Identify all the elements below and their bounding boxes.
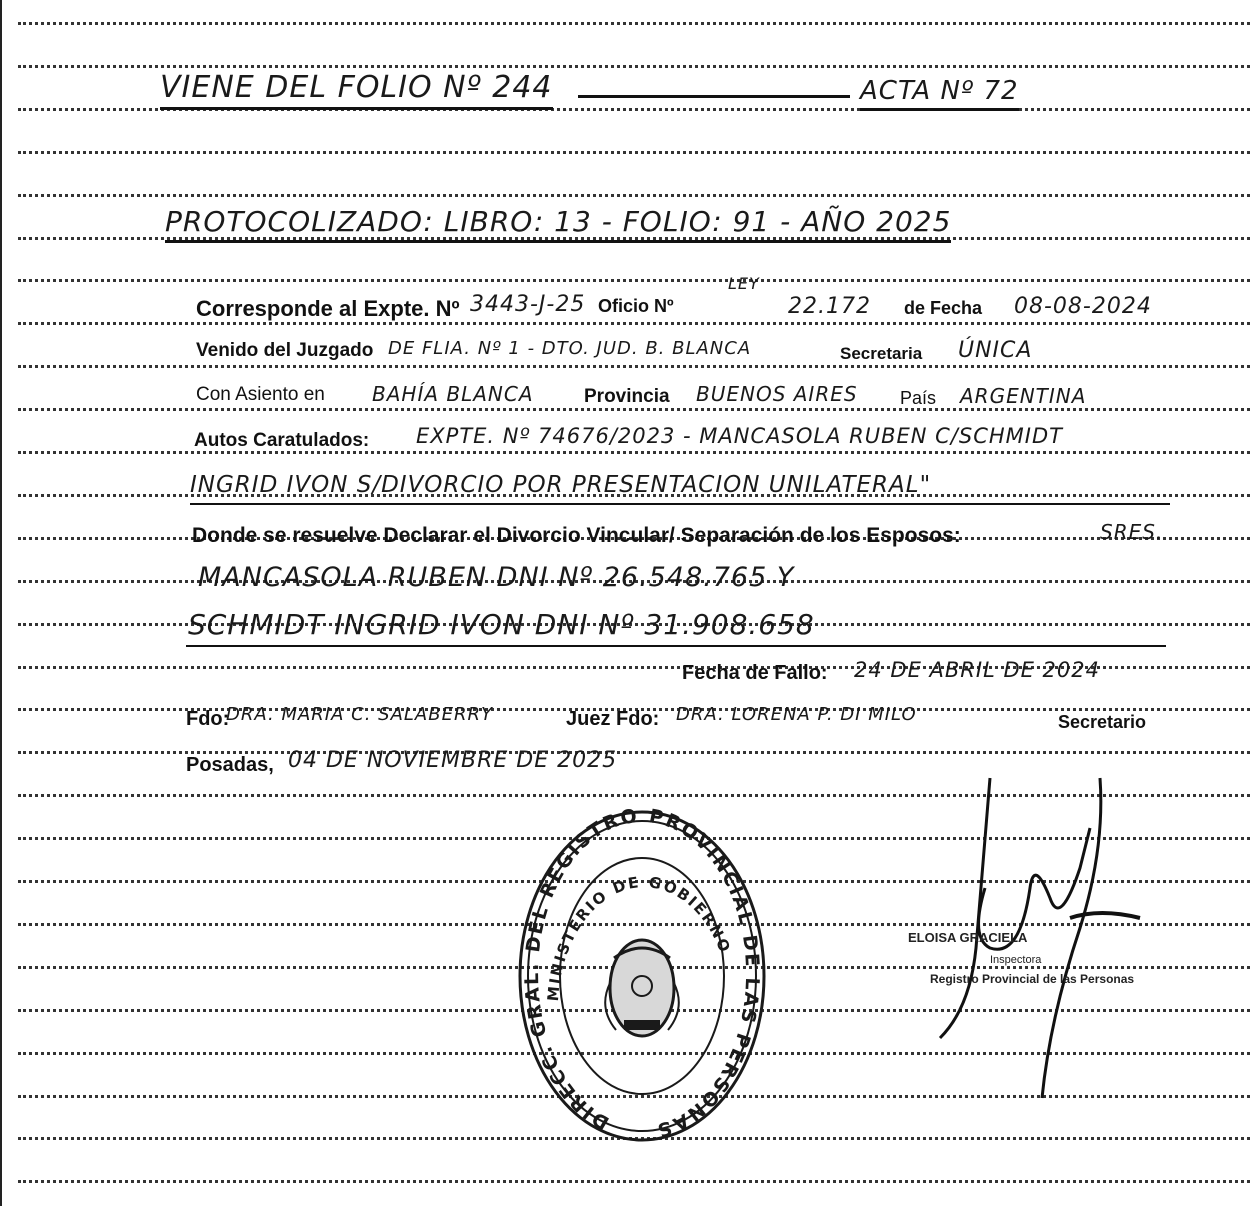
protocolizado-line — [165, 205, 951, 238]
provincia-value: BUENOS AIRES — [696, 382, 858, 406]
autos-underline — [190, 503, 1170, 505]
expte-label: Corresponde al Expte. Nº — [196, 296, 460, 321]
secretario-label: Secretario — [1058, 712, 1147, 732]
fecha-label: de Fecha — [904, 298, 983, 318]
autos-label: Autos Caratulados: — [194, 430, 370, 451]
ruled-line — [18, 279, 1250, 282]
juez-label: Juez Fdo: — [566, 708, 660, 730]
juez-value: DRA. LORENA P. DI MILO — [676, 704, 917, 725]
protocolizado-text: PROTOCOLIZADO: LIBRO: 13 - FOLIO: 91 - AÑO 2025 — [165, 205, 951, 243]
spouse-1: MANCASOLA RUBEN DNI Nº 26.548.765 Y — [198, 562, 795, 593]
asiento-value: BAHÍA BLANCA — [372, 382, 534, 406]
fdo-label: Fdo: — [186, 708, 230, 730]
spouse-2-underline — [186, 645, 1166, 647]
official-seal — [518, 808, 766, 1148]
posadas-value: 04 DE NOVIEMBRE DE 2025 — [288, 748, 618, 773]
signature-name: ELOISA GRACIELA — [908, 930, 1028, 945]
ruled-line — [18, 22, 1250, 25]
ruled-line — [18, 1180, 1250, 1183]
juzgado-value: DE FLIA. Nº 1 - DTO. JUD. B. BLANCA — [388, 338, 752, 359]
ruled-line — [18, 194, 1250, 197]
ruled-line — [18, 365, 1250, 368]
signature-line-3: Registro Provincial de las Personas — [930, 972, 1135, 986]
viene-del-folio-text: VIENE DEL FOLIO Nº 244 — [160, 70, 553, 110]
pais-value: ARGENTINA — [960, 384, 1087, 408]
resuelve-label: Donde se resuelve Declarar el Divorcio Vincular/ Separación de los Esposos: — [192, 524, 961, 547]
oficio-value: 22.172 — [788, 294, 871, 319]
oficio-label: Oficio Nº — [598, 296, 674, 316]
viene-del-folio — [160, 70, 553, 105]
spouse-2: SCHMIDT INGRID IVON DNI Nº 31.908.658 — [188, 608, 815, 641]
header-connector-line — [578, 95, 850, 98]
resuelve-value: SRES. — [1100, 520, 1164, 544]
expte-value: 3443-J-25 — [470, 292, 586, 317]
ruled-line — [18, 322, 1250, 325]
pais-label: País — [900, 388, 937, 408]
acta-number-text: ACTA Nº 72 — [860, 76, 1019, 111]
fallo-value: 24 DE ABRIL DE 2024 — [854, 658, 1101, 682]
ruled-line — [18, 408, 1250, 411]
signature-line-2: Inspectora — [990, 954, 1042, 966]
ruled-line — [18, 151, 1250, 154]
fallo-label: Fecha de Fallo: — [682, 662, 828, 684]
coat-of-arms-icon — [605, 940, 679, 1036]
seal-inner-text: MINISTERIO DE GOBIERNO — [543, 873, 735, 1002]
seal-outer-text: DIRECC. GRAL. DEL REGISTRO PROVINCIAL DE LAS PERSONAS — [520, 808, 764, 1142]
asiento-label: Con Asiento en — [196, 384, 325, 405]
fdo-value: DRA. MARIA C. SALABERRY — [226, 704, 493, 725]
secretaria-label: Secretaria — [840, 344, 923, 363]
secretaria-value: ÚNICA — [958, 338, 1033, 363]
ley-annotation: LEY — [728, 274, 760, 293]
ruled-line — [18, 65, 1250, 68]
autos-value-2: INGRID IVON S/DIVORCIO POR PRESENTACION UNILATERAL" — [190, 472, 932, 498]
juzgado-label: Venido del Juzgado — [196, 340, 374, 361]
posadas-label: Posadas, — [186, 754, 274, 776]
acta-number — [860, 76, 1019, 106]
autos-value-1: EXPTE. Nº 74676/2023 - MANCASOLA RUBEN C/SCHMIDT — [416, 424, 1063, 448]
provincia-label: Provincia — [584, 386, 670, 407]
fecha-value: 08-08-2024 — [1014, 294, 1152, 319]
